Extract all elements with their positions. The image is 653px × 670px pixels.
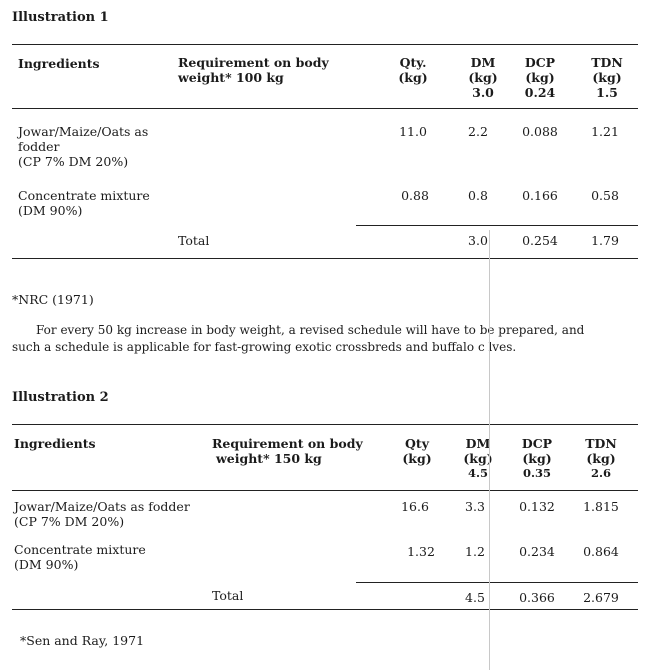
table-1-top-rule xyxy=(12,44,638,45)
table-2-row-2-dcp: 0.234 xyxy=(519,544,555,559)
table-1-row-2-tdn: 0.58 xyxy=(591,188,619,203)
illustration-1-title: Illustration 1 xyxy=(12,10,109,25)
table-1-row-1-tdn: 1.21 xyxy=(591,124,619,139)
footnote-nrc: *NRC (1971) xyxy=(12,292,94,307)
table-2-row-1-dm: 3.3 xyxy=(465,499,485,514)
table-1-row-1-dcp: 0.088 xyxy=(522,124,558,139)
table-1-total-dm: 3.0 xyxy=(468,233,488,248)
table-1-row-1-dm: 2.2 xyxy=(468,124,488,139)
table-2-row-1-dcp: 0.132 xyxy=(519,499,555,514)
table-1-total-rule xyxy=(356,225,638,226)
table-1-header-tdn: TDN (kg) 1.5 xyxy=(591,55,623,100)
table-2-row-1-ingredient: Jowar/Maize/Oats as fodder (CP 7% DM 20%) xyxy=(14,499,190,529)
table-2-header-rule xyxy=(12,490,638,491)
table-2-total-dcp: 0.366 xyxy=(519,590,555,605)
table-1-header-qty: Qty. (kg) xyxy=(398,55,428,85)
scan-crease-line xyxy=(489,230,490,670)
table-2-total-label: Total xyxy=(212,588,244,603)
table-2-header-requirement: Requirement on body weight* 150 kg xyxy=(212,436,363,466)
table-1-header-dm: DM (kg) 3.0 xyxy=(468,55,498,100)
table-1-row-1-qty: 11.0 xyxy=(399,124,427,139)
table-2-header-dcp: DCP (kg) 0.35 xyxy=(521,436,553,480)
table-2-header-ingredients: Ingredients xyxy=(14,436,96,451)
table-2-row-2-dm: 1.2 xyxy=(465,544,485,559)
table-1-total-dcp: 0.254 xyxy=(522,233,558,248)
table-2-row-1-qty: 16.6 xyxy=(401,499,429,514)
table-1-total-label: Total xyxy=(178,233,210,248)
table-2-bottom-rule xyxy=(12,609,638,610)
table-1-total-tdn: 1.79 xyxy=(591,233,619,248)
table-2-row-2-ingredient: Concentrate mixture (DM 90%) xyxy=(14,542,146,572)
table-1-row-1-ingredient: Jowar/Maize/Oats as fodder (CP 7% DM 20%) xyxy=(18,124,149,169)
table-2-header-dm: DM (kg) 4.5 xyxy=(463,436,493,480)
table-1-row-2-qty: 0.88 xyxy=(401,188,429,203)
paragraph-line-1: For every 50 kg increase in body weight, a revised schedule will have to be prepared, and xyxy=(36,323,585,337)
table-2-total-dm: 4.5 xyxy=(465,590,485,605)
table-1-header-rule xyxy=(12,108,638,109)
table-1-header-dcp: DCP (kg) 0.24 xyxy=(524,55,556,100)
table-2-row-1-tdn: 1.815 xyxy=(583,499,619,514)
table-1-row-2-dcp: 0.166 xyxy=(522,188,558,203)
table-1-row-2-ingredient: Concentrate mixture (DM 90%) xyxy=(18,188,150,218)
table-2-header-qty: Qty (kg) xyxy=(402,436,432,466)
table-1-header-requirement: Requirement on body weight* 100 kg xyxy=(178,55,329,85)
table-2-row-2-tdn: 0.864 xyxy=(583,544,619,559)
illustration-2-title: Illustration 2 xyxy=(12,390,109,405)
table-1-row-2-dm: 0.8 xyxy=(468,188,488,203)
table-2-total-rule xyxy=(356,582,638,583)
table-2-top-rule xyxy=(12,424,638,425)
table-2-header-tdn: TDN (kg) 2.6 xyxy=(585,436,617,480)
table-2-total-tdn: 2.679 xyxy=(583,590,619,605)
paragraph-line-2: such a schedule is applicable for fast-growing exotic crossbreds and buffalo c lves. xyxy=(12,340,517,354)
table-1-bottom-rule xyxy=(12,258,638,259)
table-2-row-2-qty: 1.32 xyxy=(407,544,435,559)
table-1-header-ingredients: Ingredients xyxy=(18,56,100,71)
footnote-sen-ray: *Sen and Ray, 1971 xyxy=(20,633,145,648)
